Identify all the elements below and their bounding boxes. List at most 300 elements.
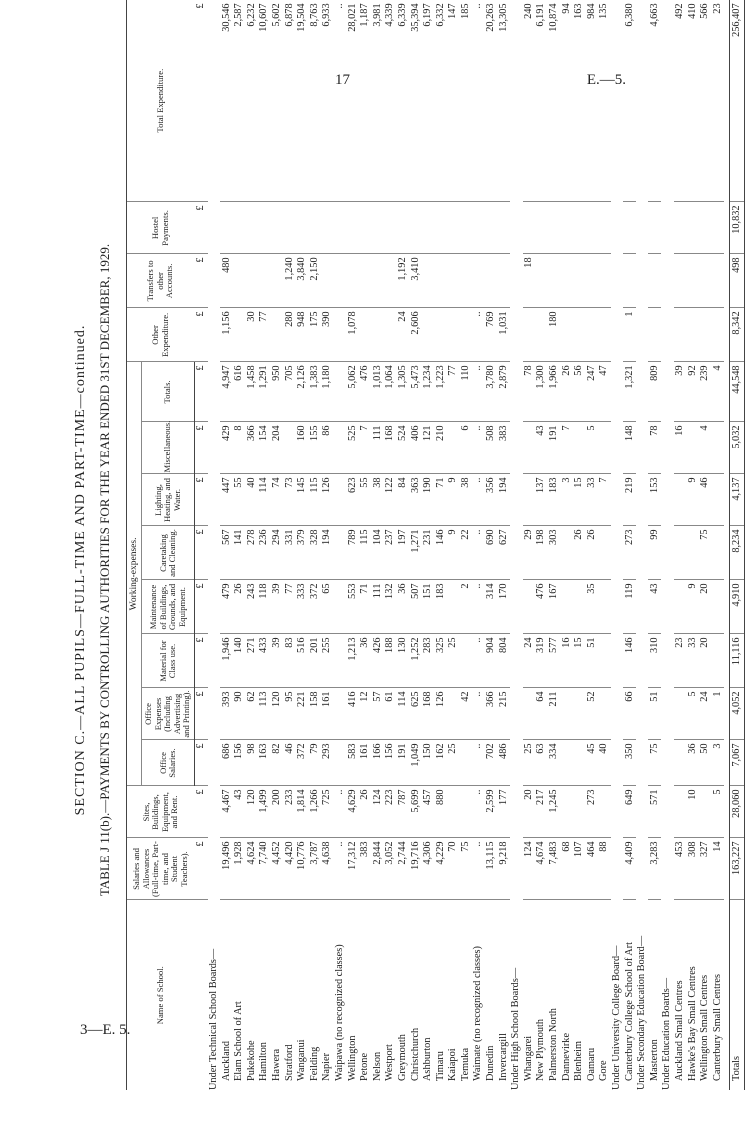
unit-cell: £ <box>194 838 208 900</box>
col-header-transfers: Transfers to other Accounts. <box>127 254 195 308</box>
unit-cell: £ <box>194 634 208 688</box>
value-cell: 236 <box>258 526 271 580</box>
school-name: Blenheim <box>573 1040 585 1081</box>
value-cell: 686 <box>220 740 233 786</box>
value-cell <box>434 254 447 308</box>
value-cell: 1,245 <box>548 786 561 838</box>
value-cell: 150 <box>422 740 435 786</box>
value-cell: 168 <box>384 422 397 474</box>
value-cell: 12 <box>359 688 372 740</box>
value-cell <box>422 308 435 362</box>
value-cell <box>623 202 636 254</box>
col-header-misc: Miscellaneous. <box>142 422 194 474</box>
col-header-totals: Totals. <box>142 362 194 422</box>
value-cell <box>447 202 460 254</box>
table-row <box>560 0 573 1090</box>
school-name: Feilding <box>308 1046 320 1081</box>
value-cell: 124 <box>371 786 384 838</box>
value-cell: 71 <box>359 580 372 634</box>
value-cell: 200 <box>271 786 284 838</box>
value-cell: 9 <box>447 474 460 526</box>
table-row <box>535 0 548 1090</box>
value-cell: 62 <box>245 688 258 740</box>
value-cell: 4,306 <box>422 838 435 900</box>
value-cell: 1,928 <box>233 838 246 900</box>
value-cell: 28,021 <box>346 0 359 202</box>
value-cell <box>560 688 573 740</box>
school-name: Stratford <box>283 1044 295 1081</box>
value-cell: 190 <box>422 474 435 526</box>
col-header-office-salaries: Office Salaries. <box>142 740 194 786</box>
value-cell: 42 <box>460 688 473 740</box>
value-cell <box>447 308 460 362</box>
value-cell <box>334 526 347 580</box>
document-reference: E.—5. <box>586 72 626 88</box>
school-name: Waimate (no recognized classes) <box>472 946 484 1081</box>
value-cell: 1,234 <box>422 362 435 422</box>
value-cell: 492 <box>674 0 687 202</box>
total-value-cell: 4,137 <box>730 474 745 526</box>
unit-cell: £ <box>194 688 208 740</box>
value-cell <box>271 202 284 254</box>
value-cell: 52 <box>586 688 599 740</box>
value-cell: 38 <box>460 474 473 526</box>
value-cell: 6,380 <box>623 0 636 202</box>
value-cell: 363 <box>409 474 422 526</box>
value-cell: 114 <box>258 474 271 526</box>
value-cell: 75 <box>699 526 712 580</box>
group-heading-row <box>661 0 674 1090</box>
value-cell <box>711 526 724 580</box>
value-cell: 180 <box>548 308 561 362</box>
value-cell: .. <box>472 422 485 474</box>
value-cell <box>409 202 422 254</box>
value-cell <box>523 202 536 254</box>
value-cell: 508 <box>485 422 498 474</box>
table-row <box>409 0 422 1090</box>
value-cell: 294 <box>271 526 284 580</box>
unit-cell: £ <box>194 422 208 474</box>
value-cell <box>233 254 246 308</box>
value-cell: 319 <box>535 634 548 688</box>
table-row <box>384 0 397 1090</box>
value-cell: 5 <box>711 786 724 838</box>
value-cell <box>472 254 485 308</box>
value-cell <box>346 254 359 308</box>
value-cell: 122 <box>384 474 397 526</box>
value-cell: 7 <box>359 422 372 474</box>
value-cell: 77 <box>283 580 296 634</box>
value-cell: 156 <box>384 740 397 786</box>
unit-cell-name <box>194 900 208 1090</box>
value-cell: 98 <box>245 740 258 786</box>
value-cell <box>371 202 384 254</box>
value-cell: 948 <box>296 308 309 362</box>
table-row <box>258 0 271 1090</box>
value-cell: 10 <box>686 786 699 838</box>
school-name: Whangarei <box>522 1035 534 1081</box>
value-cell <box>321 254 334 308</box>
value-cell: 1,223 <box>434 362 447 422</box>
table-row <box>648 0 661 1090</box>
value-cell: 39 <box>271 580 284 634</box>
value-cell: 769 <box>485 308 498 362</box>
totals-label: Totals <box>730 900 745 1090</box>
school-name: Invercargill <box>497 1033 509 1081</box>
value-cell: 26 <box>233 580 246 634</box>
value-cell: 5,473 <box>409 362 422 422</box>
value-cell: 43 <box>648 580 661 634</box>
value-cell: 3 <box>560 474 573 526</box>
value-cell <box>245 202 258 254</box>
table-body <box>194 0 744 1090</box>
table-row <box>321 0 334 1090</box>
table-row <box>598 0 611 1090</box>
value-cell: 90 <box>233 688 246 740</box>
value-cell: 167 <box>548 580 561 634</box>
table-row <box>711 0 724 1090</box>
value-cell: 74 <box>271 474 284 526</box>
value-cell: 126 <box>321 474 334 526</box>
value-cell: 17,312 <box>346 838 359 900</box>
value-cell: 4,638 <box>321 838 334 900</box>
value-cell: 366 <box>245 422 258 474</box>
value-cell: .. <box>334 838 347 900</box>
value-cell: 406 <box>409 422 422 474</box>
value-cell <box>598 308 611 362</box>
value-cell: 2,744 <box>397 838 410 900</box>
value-cell <box>271 254 284 308</box>
value-cell <box>711 474 724 526</box>
value-cell: 40 <box>245 474 258 526</box>
value-cell: 66 <box>623 688 636 740</box>
value-cell <box>648 308 661 362</box>
value-cell: 525 <box>346 422 359 474</box>
value-cell: 115 <box>359 526 372 580</box>
value-cell: 3,787 <box>308 838 321 900</box>
value-cell: 39 <box>271 634 284 688</box>
value-cell: 5,699 <box>409 786 422 838</box>
value-cell: .. <box>472 740 485 786</box>
value-cell: 20,263 <box>485 0 498 202</box>
value-cell <box>598 526 611 580</box>
school-name: Timaru <box>434 1051 446 1081</box>
value-cell: .. <box>472 838 485 900</box>
value-cell: 155 <box>308 422 321 474</box>
value-cell: 480 <box>220 254 233 308</box>
total-value-cell: 8,342 <box>730 308 745 362</box>
value-cell: 99 <box>648 526 661 580</box>
value-cell: 333 <box>296 580 309 634</box>
value-cell: 120 <box>271 688 284 740</box>
value-cell: 702 <box>485 740 498 786</box>
value-cell: 2,150 <box>308 254 321 308</box>
value-cell: 25 <box>447 634 460 688</box>
value-cell: 1,213 <box>346 634 359 688</box>
value-cell <box>371 308 384 362</box>
value-cell <box>334 688 347 740</box>
value-cell: 183 <box>434 580 447 634</box>
value-cell: 146 <box>623 634 636 688</box>
value-cell: 6,232 <box>245 0 258 202</box>
unit-cell: £ <box>194 740 208 786</box>
value-cell: 13,115 <box>485 838 498 900</box>
value-cell: 65 <box>321 580 334 634</box>
table-row <box>434 0 447 1090</box>
value-cell: 20 <box>699 634 712 688</box>
value-cell: 147 <box>447 0 460 202</box>
value-cell <box>460 254 473 308</box>
value-cell <box>334 202 347 254</box>
value-cell <box>573 254 586 308</box>
value-cell: 156 <box>233 740 246 786</box>
value-cell: 1,458 <box>245 362 258 422</box>
value-cell: 39 <box>674 362 687 422</box>
value-cell: .. <box>472 580 485 634</box>
value-cell: 233 <box>283 786 296 838</box>
value-cell: 46 <box>283 740 296 786</box>
value-cell <box>535 254 548 308</box>
value-cell <box>598 202 611 254</box>
value-cell <box>573 580 586 634</box>
value-cell <box>674 474 687 526</box>
total-value-cell: 8,234 <box>730 526 745 580</box>
value-cell: 1,305 <box>397 362 410 422</box>
value-cell: 1,156 <box>220 308 233 362</box>
value-cell <box>334 474 347 526</box>
value-cell: 7 <box>598 474 611 526</box>
school-name: Gore <box>598 1060 610 1081</box>
value-cell: 372 <box>296 740 309 786</box>
table-caption: TABLE J 11(b).—PAYMENTS BY CONTROLLING AUTHORITIES FOR THE YEAR ENDED 31ST DECEMBER, 1929. <box>97 243 112 897</box>
value-cell <box>497 202 510 254</box>
value-cell: 3,840 <box>296 254 309 308</box>
unit-cell: £ <box>194 786 208 838</box>
value-cell: 3,780 <box>485 362 498 422</box>
value-cell: 130 <box>397 634 410 688</box>
value-cell: 10,776 <box>296 838 309 900</box>
group-heading: Under High School Boards— <box>510 967 522 1090</box>
value-cell: 83 <box>283 634 296 688</box>
value-cell: 623 <box>346 474 359 526</box>
school-name: Auckland Small Centres <box>673 980 685 1081</box>
value-cell <box>334 422 347 474</box>
value-cell: 314 <box>485 580 498 634</box>
col-header-working-expenses: Working-expenses. <box>127 362 142 786</box>
unit-cell: £ <box>194 308 208 362</box>
value-cell <box>359 254 372 308</box>
page-number: 17 <box>335 72 350 88</box>
value-cell <box>460 786 473 838</box>
value-cell <box>598 422 611 474</box>
value-cell <box>586 308 599 362</box>
value-cell: 77 <box>258 308 271 362</box>
value-cell <box>711 254 724 308</box>
value-cell: 6,191 <box>535 0 548 202</box>
value-cell <box>560 308 573 362</box>
value-cell: 3,283 <box>648 838 661 900</box>
value-cell: 356 <box>485 474 498 526</box>
school-name: Pukekohe <box>245 1040 257 1081</box>
total-value-cell: 4,052 <box>730 688 745 740</box>
table-row <box>334 0 347 1090</box>
value-cell <box>686 254 699 308</box>
table-row <box>485 0 498 1090</box>
value-cell <box>447 786 460 838</box>
value-cell <box>648 254 661 308</box>
total-value-cell: 498 <box>730 254 745 308</box>
value-cell: 36 <box>359 634 372 688</box>
value-cell: .. <box>334 786 347 838</box>
unit-cell: £ <box>194 362 208 422</box>
value-cell: 2 <box>460 580 473 634</box>
value-cell: 476 <box>359 362 372 422</box>
value-cell: 390 <box>321 308 334 362</box>
value-cell: 393 <box>220 688 233 740</box>
value-cell <box>623 254 636 308</box>
col-header-name: Name of School. <box>127 900 195 1090</box>
total-value-cell: 11,116 <box>730 634 745 688</box>
value-cell: 705 <box>283 362 296 422</box>
value-cell <box>699 786 712 838</box>
value-cell: 88 <box>598 838 611 900</box>
value-cell: 26 <box>359 786 372 838</box>
value-cell <box>447 580 460 634</box>
school-name: Hawera <box>270 1048 282 1081</box>
value-cell: 24 <box>397 308 410 362</box>
school-name: Canterbury College School of Art <box>623 942 635 1081</box>
value-cell <box>586 202 599 254</box>
value-cell: .. <box>472 362 485 422</box>
value-cell <box>384 254 397 308</box>
value-cell: 23 <box>711 0 724 202</box>
group-heading: Under University College Board— <box>611 945 622 1090</box>
value-cell: 16 <box>560 634 573 688</box>
value-cell <box>283 202 296 254</box>
value-cell <box>686 526 699 580</box>
value-cell: 6,332 <box>434 0 447 202</box>
value-cell: 1,240 <box>283 254 296 308</box>
value-cell <box>573 740 586 786</box>
table-row <box>346 0 359 1090</box>
value-cell: .. <box>472 634 485 688</box>
table-row <box>296 0 309 1090</box>
value-cell: 476 <box>535 580 548 634</box>
value-cell: 1,291 <box>258 362 271 422</box>
value-cell: .. <box>472 308 485 362</box>
school-name: Ashburton <box>422 1037 434 1081</box>
value-cell <box>460 740 473 786</box>
value-cell: 217 <box>535 786 548 838</box>
value-cell: 507 <box>409 580 422 634</box>
value-cell: 77 <box>447 362 460 422</box>
value-cell: 571 <box>648 786 661 838</box>
total-value-cell: 4,910 <box>730 580 745 634</box>
value-cell: 120 <box>245 786 258 838</box>
value-cell: 625 <box>409 688 422 740</box>
value-cell: 55 <box>233 474 246 526</box>
group-heading: Under Technical School Boards— <box>208 948 219 1090</box>
value-cell: 20 <box>699 580 712 634</box>
value-cell: 223 <box>384 786 397 838</box>
value-cell: 51 <box>648 688 661 740</box>
col-header-other: Other Expenditure. <box>127 308 195 362</box>
value-cell: 1,187 <box>359 0 372 202</box>
value-cell: 24 <box>523 634 536 688</box>
value-cell <box>334 634 347 688</box>
col-header-material: Material for Class use. <box>142 634 194 688</box>
value-cell: 366 <box>485 688 498 740</box>
unit-cell: £ <box>194 0 208 202</box>
group-heading: Under Education Boards— <box>661 977 673 1090</box>
value-cell <box>560 202 573 254</box>
school-name: Wanganui <box>296 1039 308 1081</box>
value-cell: 372 <box>308 580 321 634</box>
value-cell: 984 <box>586 0 599 202</box>
table-row <box>523 0 536 1090</box>
total-value-cell: 10,832 <box>730 202 745 254</box>
table-row <box>699 0 712 1090</box>
table-row <box>308 0 321 1090</box>
unit-cell: £ <box>194 254 208 308</box>
school-name: Auckland <box>220 1040 232 1081</box>
value-cell: 5 <box>686 688 699 740</box>
value-cell: 13,305 <box>497 0 510 202</box>
value-cell: 161 <box>359 740 372 786</box>
value-cell: 1,266 <box>308 786 321 838</box>
value-cell: 231 <box>422 526 435 580</box>
value-cell: .. <box>472 786 485 838</box>
value-cell: 3,981 <box>371 0 384 202</box>
value-cell: 416 <box>346 688 359 740</box>
value-cell: 4,339 <box>384 0 397 202</box>
value-cell: 328 <box>308 526 321 580</box>
total-value-cell: 28,060 <box>730 786 745 838</box>
value-cell <box>560 786 573 838</box>
value-cell: 82 <box>271 740 284 786</box>
value-cell: 55 <box>359 474 372 526</box>
value-cell: 4,467 <box>220 786 233 838</box>
value-cell: 627 <box>497 526 510 580</box>
table-row <box>573 0 586 1090</box>
group-heading-row <box>510 0 523 1090</box>
value-cell: 809 <box>648 362 661 422</box>
value-cell: 10,607 <box>258 0 271 202</box>
value-cell: 8 <box>233 422 246 474</box>
value-cell: 904 <box>485 634 498 688</box>
value-cell: .. <box>472 688 485 740</box>
value-cell: 79 <box>308 740 321 786</box>
school-name: Oamaru <box>585 1047 597 1081</box>
value-cell <box>560 526 573 580</box>
value-cell: 247 <box>586 362 599 422</box>
value-cell <box>321 202 334 254</box>
col-header-salaries: Salaries and Allowances (Full-time, Part-time, and Student Teachers). <box>127 838 195 900</box>
value-cell: 303 <box>548 526 561 580</box>
value-cell: 16 <box>674 422 687 474</box>
table-row <box>586 0 599 1090</box>
school-name: Westport <box>384 1044 396 1081</box>
value-cell: 191 <box>397 740 410 786</box>
school-name: Hawke's Bay Small Centres <box>686 966 698 1081</box>
value-cell: 25 <box>523 740 536 786</box>
value-cell: 185 <box>460 0 473 202</box>
value-cell <box>334 362 347 422</box>
value-cell: 690 <box>485 526 498 580</box>
value-cell: 64 <box>535 688 548 740</box>
value-cell: 194 <box>321 526 334 580</box>
value-cell: 4,674 <box>535 838 548 900</box>
